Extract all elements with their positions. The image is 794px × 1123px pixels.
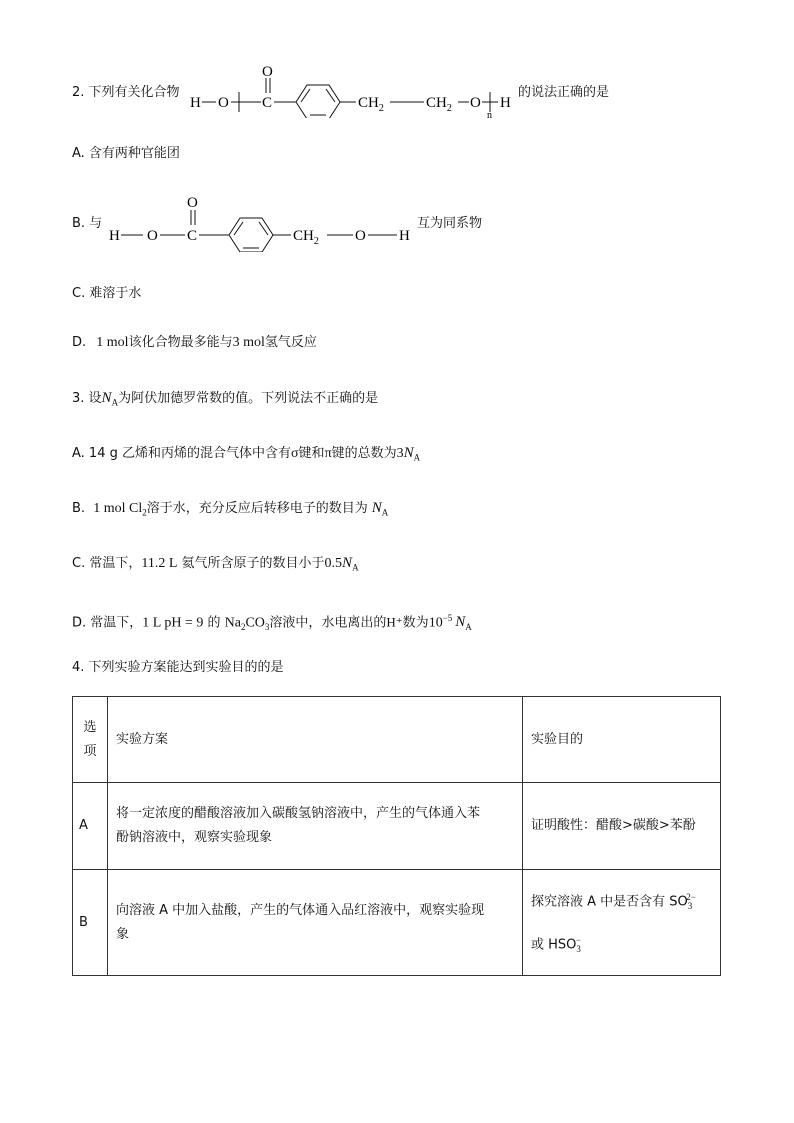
experiment-table [72, 696, 721, 976]
header-option-cell: 选 项 [73, 697, 108, 783]
q2-benzene-ring [296, 85, 340, 118]
q2-h1: H [190, 95, 201, 111]
q2-suffix-line [518, 83, 609, 103]
q2-h2: H [500, 95, 511, 111]
q2-option-b-formula [107, 192, 417, 252]
q2b-carbon: C [187, 228, 198, 244]
q2-ch2a-sub: 2 [378, 103, 384, 114]
row-a-option: A [73, 783, 108, 870]
q3-option-c: C. 常温下，11.2 L 氦气所含原子的数目小于$0.5N_A$ [72, 555, 359, 573]
q2-option-d: D. 1 mol该化合物最多能与3 mol氢气反应 [72, 335, 317, 350]
svg-text:CH2 [426, 95, 452, 114]
q2b-benzene-ring [229, 218, 273, 252]
q3-na: N [101, 390, 112, 406]
row-a-plan: 将一定浓度的醋酸溶液加入碳酸氢钠溶液中，产生的气体通入苯 酚钠溶液中，观察实验现象 [108, 783, 523, 870]
q3-option-d: D. 常温下，1 L pH = 9 的 $Na_2CO_3$溶液中，水电离出的H⁺数为$10^{-5}$ $N_A$ [72, 613, 472, 632]
q2d-amount1: 1 mol [96, 335, 129, 350]
q3-option-a: A. 14 g 乙烯和丙烯的混合气体中含有σ键和π键的总数为$3N_A$ [72, 445, 421, 463]
table-header-row [73, 697, 721, 783]
row-b-goal: 探究溶液 A 中是否含有 $SO_3^{2-}$ 或 $HSO_3^-$ [523, 870, 721, 976]
q2-stem [72, 83, 180, 103]
q2-option-c: C. 难溶于水 [72, 286, 142, 301]
q2-structure-formula [188, 62, 518, 118]
svg-text:CH2 [293, 228, 319, 247]
table-row [73, 870, 721, 976]
q3-stem: 3. 设$N_A$为阿伏加德罗常数的值。下列说法不正确的是 [72, 390, 379, 408]
svg-text:CH2 [358, 95, 384, 114]
q2b-carbonyl-o: O [187, 195, 198, 211]
q2b-ch2-sub: 2 [313, 236, 319, 247]
q2-ch2b-sub: 2 [446, 103, 452, 114]
row-b-option: B [73, 870, 108, 976]
q2-prefix: 2. 下列有关化合物 [72, 85, 180, 100]
q2-option-a: A. 含有两种官能团 [72, 146, 180, 161]
q3-option-b: B. 1 mol $Cl_2$溶于水，充分反应后转移电子的数目为 $N_A$ [72, 500, 389, 518]
q2-option-b-suffix: 互为同系物 [417, 216, 483, 231]
q2-n-subscript: n [487, 110, 492, 118]
q2b-h1: H [109, 228, 120, 244]
q2-carbon: C [262, 95, 273, 111]
q2-carbonyl-o: O [262, 64, 273, 80]
q2b-o1: O [147, 228, 158, 244]
q2-ch2b: CH [426, 95, 447, 111]
row-a-goal: 证明酸性：醋酸>碳酸>苯酚 [523, 783, 721, 870]
row-b-plan: 向溶液 A 中加入盐酸，产生的气体通入品红溶液中，观察实验现 象 [108, 870, 523, 976]
table-row [73, 783, 721, 870]
q2b-h2: H [399, 228, 410, 244]
q2-o1: O [218, 95, 229, 111]
q2-o2: O [470, 95, 481, 111]
q2b-ch2: CH [293, 228, 314, 244]
q2-ch2a: CH [358, 95, 379, 111]
q2d-amount2: 3 mol [232, 335, 265, 350]
q4-stem: 4. 下列实验方案能达到实验目的的是 [72, 660, 284, 675]
q2-option-b-prefix: B. 与 [72, 216, 103, 231]
q2-suffix: 的说法正确的是 [518, 85, 610, 100]
q2b-o2: O [355, 228, 366, 244]
header-goal-cell: 实验目的 [523, 697, 721, 783]
header-plan-cell: 实验方案 [108, 697, 523, 783]
